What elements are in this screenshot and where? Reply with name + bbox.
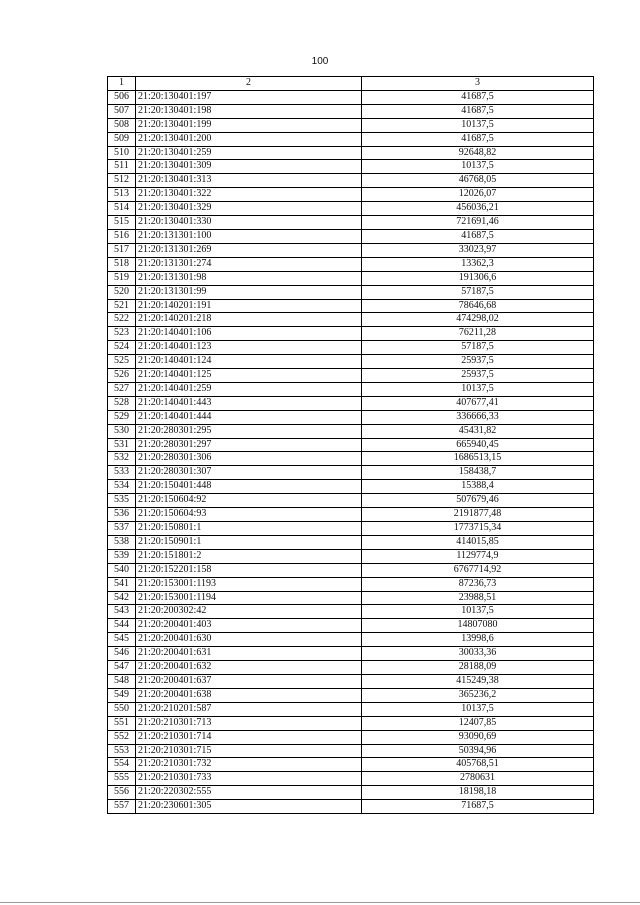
cadastral-number-cell: 21:20:140401:124 bbox=[136, 355, 362, 369]
column-header-1: 1 bbox=[108, 77, 136, 91]
page-number: 100 bbox=[311, 56, 329, 67]
table-row bbox=[108, 508, 594, 522]
row-number-cell: 544 bbox=[108, 619, 136, 633]
table-row bbox=[108, 438, 594, 452]
value-cell: 57187,5 bbox=[362, 341, 594, 355]
value-cell: 92648,82 bbox=[362, 146, 594, 160]
table-row bbox=[108, 549, 594, 563]
row-number-cell: 547 bbox=[108, 661, 136, 675]
row-number-cell: 510 bbox=[108, 146, 136, 160]
value-cell: 41687,5 bbox=[362, 104, 594, 118]
value-cell: 456036,21 bbox=[362, 202, 594, 216]
cadastral-number-cell: 21:20:230601:305 bbox=[136, 800, 362, 814]
table-row bbox=[108, 730, 594, 744]
column-header-3: 3 bbox=[362, 77, 594, 91]
cadastral-number-cell: 21:20:140201:191 bbox=[136, 299, 362, 313]
value-cell: 10137,5 bbox=[362, 160, 594, 174]
row-number-cell: 555 bbox=[108, 772, 136, 786]
value-cell: 41687,5 bbox=[362, 132, 594, 146]
cadastral-number-cell: 21:20:200401:632 bbox=[136, 661, 362, 675]
cadastral-number-cell: 21:20:151801:2 bbox=[136, 549, 362, 563]
row-number-cell: 550 bbox=[108, 702, 136, 716]
cadastral-number-cell: 21:20:130401:198 bbox=[136, 104, 362, 118]
table-row bbox=[108, 382, 594, 396]
table-row bbox=[108, 744, 594, 758]
row-number-cell: 527 bbox=[108, 382, 136, 396]
cadastral-number-cell: 21:20:130401:330 bbox=[136, 216, 362, 230]
cadastral-number-cell: 21:20:131301:98 bbox=[136, 271, 362, 285]
table-row bbox=[108, 466, 594, 480]
row-number-cell: 525 bbox=[108, 355, 136, 369]
cadastral-number-cell: 21:20:200401:630 bbox=[136, 633, 362, 647]
table-row bbox=[108, 188, 594, 202]
table-row bbox=[108, 216, 594, 230]
table-row bbox=[108, 174, 594, 188]
value-cell: 50394,96 bbox=[362, 744, 594, 758]
cadastral-number-cell: 21:20:153001:1193 bbox=[136, 577, 362, 591]
cadastral-number-cell: 21:20:280301:297 bbox=[136, 438, 362, 452]
table-row bbox=[108, 452, 594, 466]
cadastral-number-cell: 21:20:140401:444 bbox=[136, 410, 362, 424]
table-row bbox=[108, 674, 594, 688]
cadastral-number-cell: 21:20:150901:1 bbox=[136, 535, 362, 549]
table-row bbox=[108, 202, 594, 216]
value-cell: 76211,28 bbox=[362, 327, 594, 341]
value-cell: 25937,5 bbox=[362, 369, 594, 383]
cadastral-number-cell: 21:20:131301:269 bbox=[136, 243, 362, 257]
value-cell: 415249,38 bbox=[362, 674, 594, 688]
table-row bbox=[108, 299, 594, 313]
row-number-cell: 522 bbox=[108, 313, 136, 327]
value-cell: 1773715,34 bbox=[362, 522, 594, 536]
table-row bbox=[108, 758, 594, 772]
table-row bbox=[108, 424, 594, 438]
table-row bbox=[108, 257, 594, 271]
value-cell: 33023,97 bbox=[362, 243, 594, 257]
table-row bbox=[108, 271, 594, 285]
cadastral-number-cell: 21:20:210201:587 bbox=[136, 702, 362, 716]
value-cell: 474298,02 bbox=[362, 313, 594, 327]
row-number-cell: 518 bbox=[108, 257, 136, 271]
cadastral-number-cell: 21:20:130401:329 bbox=[136, 202, 362, 216]
row-number-cell: 549 bbox=[108, 688, 136, 702]
cadastral-number-cell: 21:20:130401:313 bbox=[136, 174, 362, 188]
value-cell: 1686513,15 bbox=[362, 452, 594, 466]
page-bottom-edge bbox=[0, 902, 640, 903]
value-cell: 93090,69 bbox=[362, 730, 594, 744]
row-number-cell: 508 bbox=[108, 118, 136, 132]
cadastral-number-cell: 21:20:280301:295 bbox=[136, 424, 362, 438]
cadastral-number-cell: 21:20:210301:732 bbox=[136, 758, 362, 772]
row-number-cell: 521 bbox=[108, 299, 136, 313]
cadastral-number-cell: 21:20:280301:307 bbox=[136, 466, 362, 480]
table-row bbox=[108, 90, 594, 104]
table-row bbox=[108, 535, 594, 549]
value-cell: 2191877,48 bbox=[362, 508, 594, 522]
cadastral-number-cell: 21:20:150801:1 bbox=[136, 522, 362, 536]
row-number-cell: 529 bbox=[108, 410, 136, 424]
table-body bbox=[108, 90, 594, 813]
value-cell: 41687,5 bbox=[362, 90, 594, 104]
table-row bbox=[108, 522, 594, 536]
cadastral-number-cell: 21:20:130401:200 bbox=[136, 132, 362, 146]
value-cell: 158438,7 bbox=[362, 466, 594, 480]
row-number-cell: 524 bbox=[108, 341, 136, 355]
table-row bbox=[108, 118, 594, 132]
cadastral-number-cell: 21:20:140401:259 bbox=[136, 382, 362, 396]
table-row bbox=[108, 410, 594, 424]
table-row bbox=[108, 229, 594, 243]
value-cell: 10137,5 bbox=[362, 702, 594, 716]
row-number-cell: 539 bbox=[108, 549, 136, 563]
value-cell: 13362,3 bbox=[362, 257, 594, 271]
value-cell: 1129774,9 bbox=[362, 549, 594, 563]
row-number-cell: 516 bbox=[108, 229, 136, 243]
row-number-cell: 514 bbox=[108, 202, 136, 216]
cadastral-number-cell: 21:20:200302:42 bbox=[136, 605, 362, 619]
cadastral-number-cell: 21:20:200401:631 bbox=[136, 647, 362, 661]
row-number-cell: 526 bbox=[108, 369, 136, 383]
value-cell: 10137,5 bbox=[362, 605, 594, 619]
cadastral-number-cell: 21:20:152201:158 bbox=[136, 563, 362, 577]
cadastral-number-cell: 21:20:131301:274 bbox=[136, 257, 362, 271]
row-number-cell: 546 bbox=[108, 647, 136, 661]
row-number-cell: 551 bbox=[108, 716, 136, 730]
row-number-cell: 507 bbox=[108, 104, 136, 118]
table-row bbox=[108, 104, 594, 118]
column-header-2: 2 bbox=[136, 77, 362, 91]
row-number-cell: 534 bbox=[108, 480, 136, 494]
row-number-cell: 557 bbox=[108, 800, 136, 814]
value-cell: 30033,36 bbox=[362, 647, 594, 661]
row-number-cell: 538 bbox=[108, 535, 136, 549]
value-cell: 405768,51 bbox=[362, 758, 594, 772]
row-number-cell: 511 bbox=[108, 160, 136, 174]
table-row bbox=[108, 243, 594, 257]
value-cell: 665940,45 bbox=[362, 438, 594, 452]
table-row bbox=[108, 619, 594, 633]
table-row bbox=[108, 355, 594, 369]
row-number-cell: 512 bbox=[108, 174, 136, 188]
row-number-cell: 506 bbox=[108, 90, 136, 104]
value-cell: 721691,46 bbox=[362, 216, 594, 230]
value-cell: 6767714,92 bbox=[362, 563, 594, 577]
row-number-cell: 517 bbox=[108, 243, 136, 257]
cadastral-number-cell: 21:20:210301:714 bbox=[136, 730, 362, 744]
value-cell: 45431,82 bbox=[362, 424, 594, 438]
table-row bbox=[108, 605, 594, 619]
value-cell: 28188,09 bbox=[362, 661, 594, 675]
value-cell: 13998,6 bbox=[362, 633, 594, 647]
cadastral-number-cell: 21:20:153001:1194 bbox=[136, 591, 362, 605]
row-number-cell: 509 bbox=[108, 132, 136, 146]
value-cell: 414015,85 bbox=[362, 535, 594, 549]
table-row bbox=[108, 716, 594, 730]
value-cell: 365236,2 bbox=[362, 688, 594, 702]
table-row bbox=[108, 786, 594, 800]
table-row bbox=[108, 341, 594, 355]
value-cell: 407677,41 bbox=[362, 396, 594, 410]
table-row bbox=[108, 647, 594, 661]
table-row bbox=[108, 577, 594, 591]
cadastral-number-cell: 21:20:140401:106 bbox=[136, 327, 362, 341]
row-number-cell: 530 bbox=[108, 424, 136, 438]
value-cell: 12026,07 bbox=[362, 188, 594, 202]
cadastral-number-cell: 21:20:140201:218 bbox=[136, 313, 362, 327]
table-row bbox=[108, 327, 594, 341]
table-row bbox=[108, 688, 594, 702]
table-row bbox=[108, 591, 594, 605]
value-cell: 14807080 bbox=[362, 619, 594, 633]
table-row bbox=[108, 800, 594, 814]
value-cell: 10137,5 bbox=[362, 382, 594, 396]
cadastral-number-cell: 21:20:210301:713 bbox=[136, 716, 362, 730]
value-cell: 23988,51 bbox=[362, 591, 594, 605]
cadastral-number-cell: 21:20:130401:322 bbox=[136, 188, 362, 202]
cadastral-number-cell: 21:20:131301:99 bbox=[136, 285, 362, 299]
row-number-cell: 515 bbox=[108, 216, 136, 230]
value-cell: 191306,6 bbox=[362, 271, 594, 285]
value-cell: 18198,18 bbox=[362, 786, 594, 800]
cadastral-number-cell: 21:20:150604:92 bbox=[136, 494, 362, 508]
cadastral-number-cell: 21:20:200401:637 bbox=[136, 674, 362, 688]
table-row bbox=[108, 285, 594, 299]
cadastral-number-cell: 21:20:150604:93 bbox=[136, 508, 362, 522]
cadastral-number-cell: 21:20:131301:100 bbox=[136, 229, 362, 243]
cadastral-number-cell: 21:20:130401:197 bbox=[136, 90, 362, 104]
row-number-cell: 513 bbox=[108, 188, 136, 202]
cadastral-number-cell: 21:20:130401:259 bbox=[136, 146, 362, 160]
value-cell: 87236,73 bbox=[362, 577, 594, 591]
value-cell: 46768,05 bbox=[362, 174, 594, 188]
cadastral-number-cell: 21:20:130401:309 bbox=[136, 160, 362, 174]
row-number-cell: 535 bbox=[108, 494, 136, 508]
cadastral-number-cell: 21:20:150401:448 bbox=[136, 480, 362, 494]
cadastral-number-cell: 21:20:280301:306 bbox=[136, 452, 362, 466]
value-cell: 78646,68 bbox=[362, 299, 594, 313]
cadastral-number-cell: 21:20:220302:555 bbox=[136, 786, 362, 800]
table-row bbox=[108, 494, 594, 508]
row-number-cell: 528 bbox=[108, 396, 136, 410]
cadastral-number-cell: 21:20:210301:733 bbox=[136, 772, 362, 786]
table-row bbox=[108, 702, 594, 716]
table-row bbox=[108, 132, 594, 146]
value-cell: 12407,85 bbox=[362, 716, 594, 730]
value-cell: 41687,5 bbox=[362, 229, 594, 243]
value-cell: 336666,33 bbox=[362, 410, 594, 424]
row-number-cell: 553 bbox=[108, 744, 136, 758]
table-row bbox=[108, 563, 594, 577]
table-row bbox=[108, 313, 594, 327]
table-row bbox=[108, 661, 594, 675]
row-number-cell: 548 bbox=[108, 674, 136, 688]
value-cell: 15388,4 bbox=[362, 480, 594, 494]
row-number-cell: 543 bbox=[108, 605, 136, 619]
row-number-cell: 519 bbox=[108, 271, 136, 285]
cadastral-number-cell: 21:20:140401:443 bbox=[136, 396, 362, 410]
value-cell: 57187,5 bbox=[362, 285, 594, 299]
row-number-cell: 556 bbox=[108, 786, 136, 800]
row-number-cell: 552 bbox=[108, 730, 136, 744]
value-cell: 71687,5 bbox=[362, 800, 594, 814]
table-header-row bbox=[108, 77, 594, 91]
cadastral-number-cell: 21:20:140401:123 bbox=[136, 341, 362, 355]
row-number-cell: 542 bbox=[108, 591, 136, 605]
table-row bbox=[108, 369, 594, 383]
row-number-cell: 537 bbox=[108, 522, 136, 536]
row-number-cell: 554 bbox=[108, 758, 136, 772]
row-number-cell: 523 bbox=[108, 327, 136, 341]
row-number-cell: 545 bbox=[108, 633, 136, 647]
table-row bbox=[108, 480, 594, 494]
value-cell: 25937,5 bbox=[362, 355, 594, 369]
cadastral-number-cell: 21:20:130401:199 bbox=[136, 118, 362, 132]
value-cell: 507679,46 bbox=[362, 494, 594, 508]
row-number-cell: 532 bbox=[108, 452, 136, 466]
table-row bbox=[108, 160, 594, 174]
row-number-cell: 541 bbox=[108, 577, 136, 591]
data-table bbox=[107, 76, 594, 814]
cadastral-number-cell: 21:20:200401:638 bbox=[136, 688, 362, 702]
cadastral-number-cell: 21:20:140401:125 bbox=[136, 369, 362, 383]
cadastral-number-cell: 21:20:200401:403 bbox=[136, 619, 362, 633]
cadastral-number-cell: 21:20:210301:715 bbox=[136, 744, 362, 758]
row-number-cell: 520 bbox=[108, 285, 136, 299]
value-cell: 10137,5 bbox=[362, 118, 594, 132]
row-number-cell: 536 bbox=[108, 508, 136, 522]
table-row bbox=[108, 633, 594, 647]
row-number-cell: 533 bbox=[108, 466, 136, 480]
table-row bbox=[108, 146, 594, 160]
value-cell: 2780631 bbox=[362, 772, 594, 786]
table-row bbox=[108, 772, 594, 786]
row-number-cell: 531 bbox=[108, 438, 136, 452]
row-number-cell: 540 bbox=[108, 563, 136, 577]
table-row bbox=[108, 396, 594, 410]
